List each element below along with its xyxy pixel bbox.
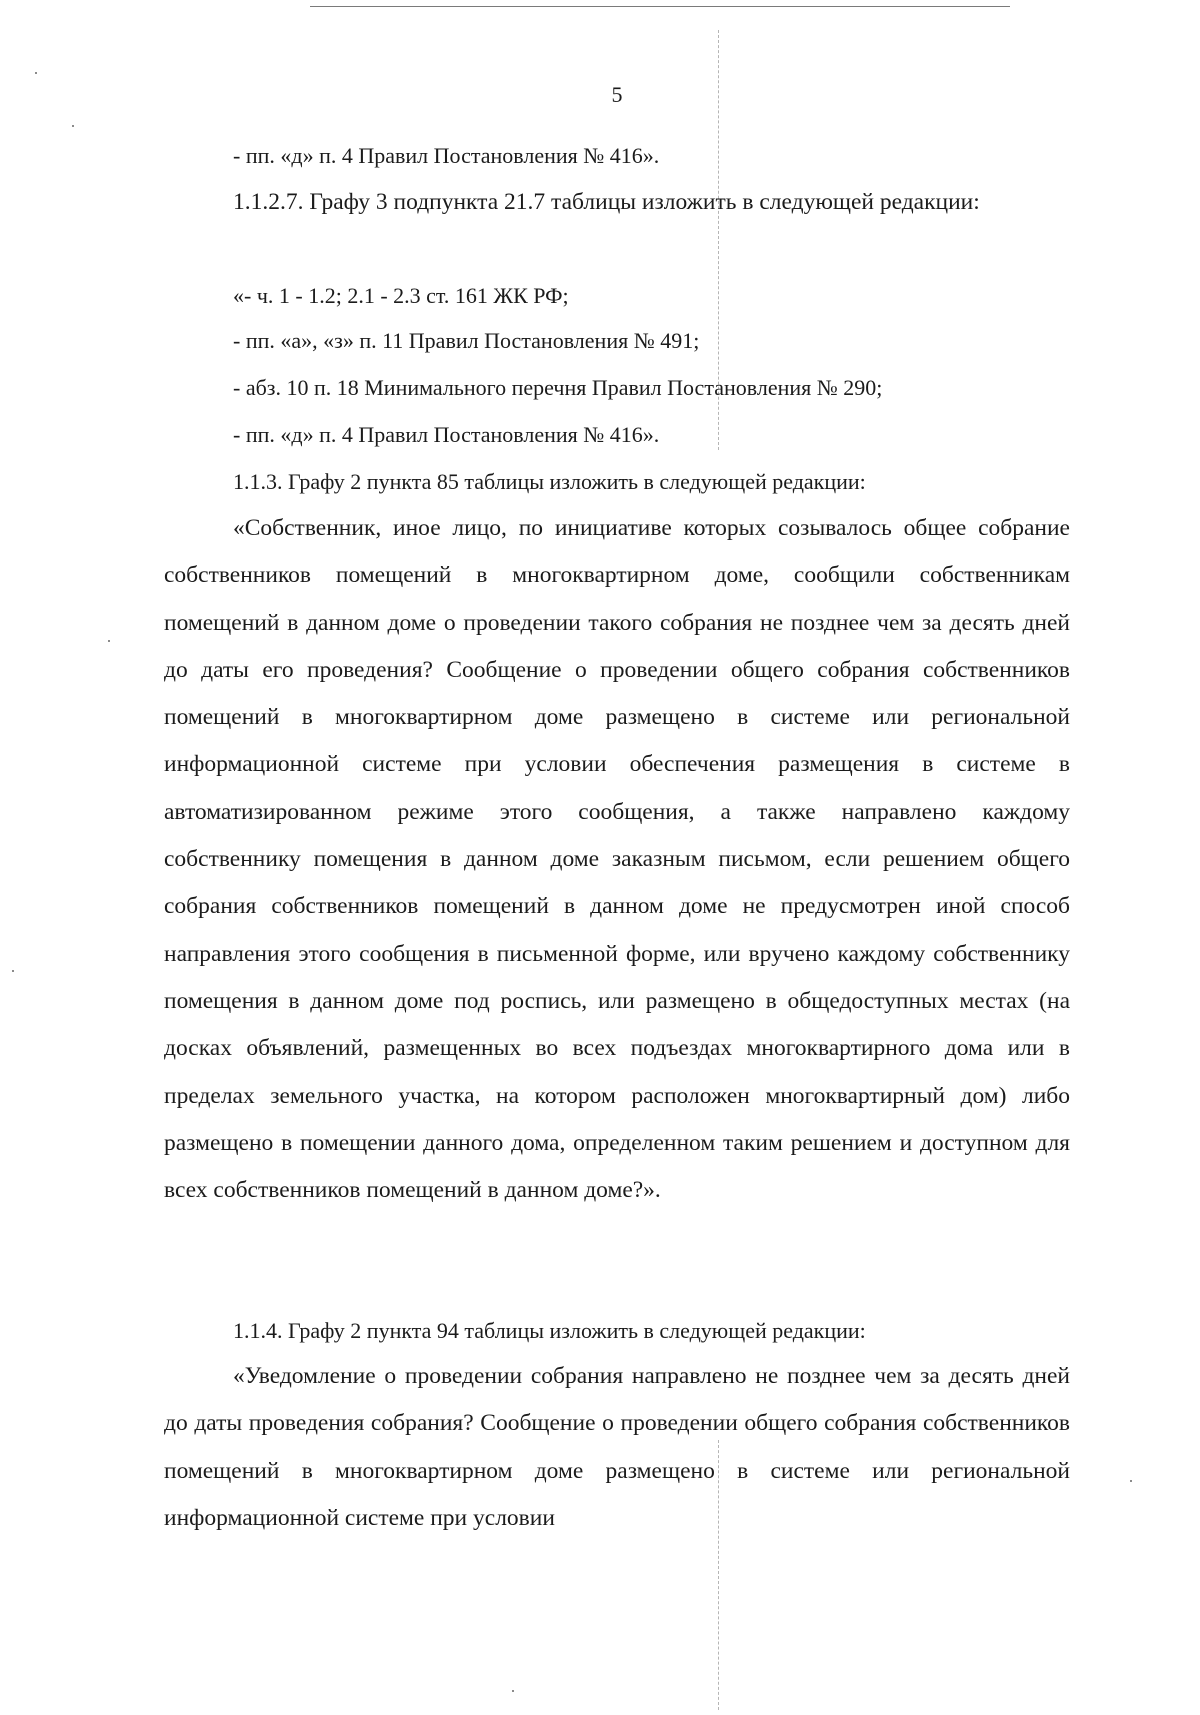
scan-speck <box>72 125 74 127</box>
text-line: «- ч. 1 - 1.2; 2.1 - 2.3 ст. 161 ЖК РФ; <box>233 283 569 308</box>
paragraph: 1.1.2.7. Графу 3 подпункта 21.7 таблицы изложить в следующей редакции: <box>233 189 980 215</box>
scan-edge-line <box>310 6 1010 7</box>
paragraph: «Уведомление о проведении собрания направлено не позднее чем за десять дней до даты проведения собрания? Сообщение о проведении общего собрания собственников помещений в многоквартирном доме размещено в системе или региональной информационной системе при условии <box>164 1363 1070 1531</box>
text-line: - пп. «д» п. 4 Правил Постановления № 416». <box>233 143 660 168</box>
text-line: 1.1.4. Графу 2 пункта 94 таблицы изложить в следующей редакции: <box>233 1318 866 1343</box>
text-line: - абз. 10 п. 18 Минимального перечня Правил Постановления № 290; <box>233 375 883 400</box>
text-line: - пп. «а», «з» п. 11 Правил Постановления № 491; <box>233 328 700 353</box>
page-number: 5 <box>611 82 623 107</box>
scan-speck <box>1130 1480 1132 1482</box>
text-line: - пп. «д» п. 4 Правил Постановления № 416». <box>233 422 660 447</box>
scan-speck <box>512 1690 514 1692</box>
text-line: 1.1.3. Графу 2 пункта 85 таблицы изложить в следующей редакции: <box>233 469 866 494</box>
scan-speck <box>12 970 14 972</box>
scan-speck <box>35 72 37 74</box>
paragraph: «Собственник, иное лицо, по инициативе которых созывалось общее собрание собственников помещений в многоквартирном доме, сообщили собственникам помещений в данном доме о проведении такого собрания не позднее чем за десять дней до даты его проведения? Сообщение о проведении общего собрания собственников помещений в многоквартирном доме размещено в системе или региональной информационной системе при условии обеспечения размещения в системе в автоматизированном режиме этого сообщения, а также направлено каждому собственнику помещения в данном доме заказным письмом, если решением общего собрания собственников помещений в данном доме не предусмотрен иной способ направления этого сообщения в письменной форме, или вручено каждому собственнику помещения в данном доме под роспись, или размещено в общедоступных местах (на досках объявлений, размещенных во всех подъездах многоквартирного дома или в пределах земельного участка, на котором расположен многоквартирный дом) либо размещено в помещении данного дома, определенном таким решением и доступном для всех собственников помещений в данном доме?». <box>164 515 1070 1204</box>
scan-speck <box>108 640 110 642</box>
